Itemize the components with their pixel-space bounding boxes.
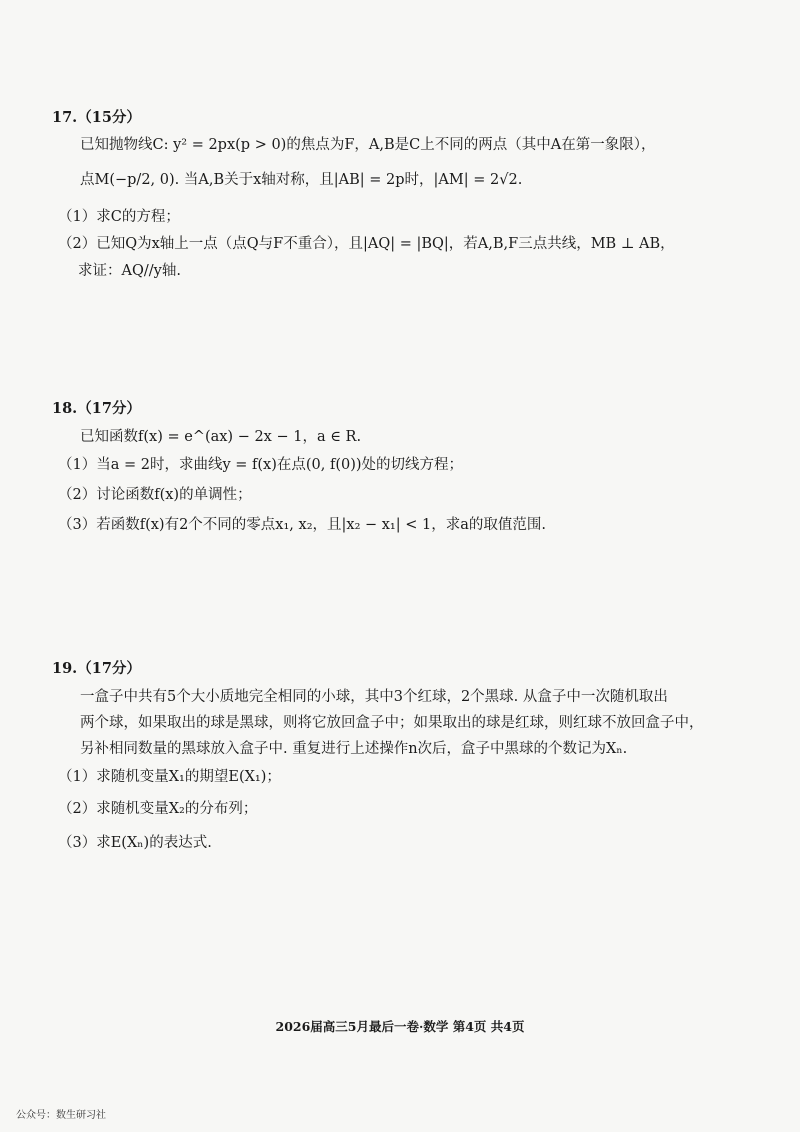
q18-part3: （3）若函数f(x)有2个不同的零点x₁, x₂，且|x₂ − x₁| < 1，求a的取值范围. [58, 517, 546, 533]
q19-part2: （2）求随机变量X₂的分布列； [58, 801, 258, 817]
q18-part2: （2）讨论函数f(x)的单调性； [58, 487, 252, 503]
page-footer: 2026届高三5月最后一卷·数学 第4页 共4页 [275, 1019, 525, 1034]
q19-line1: 一盒子中共有5个大小质地完全相同的小球，其中3个红球，2个黑球. 从盒子中一次随机取出 [80, 689, 668, 705]
q17-title: 17.（15分） [52, 109, 141, 126]
q18-part1: （1）当a = 2时，求曲线y = f(x)在点(0, f(0))处的切线方程； [58, 457, 464, 473]
q19-line3: 另补相同数量的黑球放入盒子中. 重复进行上述操作n次后，盒子中黑球的个数记为Xₙ. [80, 741, 628, 757]
watermark: 公众号：数生研习社 [16, 1110, 106, 1121]
q18-line1: 已知函数f(x) = e^(ax) − 2x − 1，a ∈ R. [80, 429, 362, 445]
q17-line2: 点M(−p/2, 0). 当A,B关于x轴对称，且|AB| = 2p时，|AM| = 2√2. [80, 172, 523, 188]
q17-part2b: 求证：AQ//y轴. [78, 263, 181, 279]
q17-part1: （1）求C的方程； [58, 209, 180, 225]
q19-part3: （3）求E(Xₙ)的表达式. [58, 835, 212, 851]
q19-part1: （1）求随机变量X₁的期望E(X₁)； [58, 769, 281, 785]
q17-part2: （2）已知Q为x轴上一点（点Q与F不重合），且|AQ| = |BQ|，若A,B,F三点共线，MB ⊥ AB， [58, 236, 675, 252]
q19-line2: 两个球，如果取出的球是黑球，则将它放回盒子中；如果取出的球是红球，则红球不放回盒子中， [80, 715, 704, 731]
q18-title: 18.（17分） [52, 400, 141, 417]
q17-line1: 已知抛物线C: y² = 2px(p > 0)的焦点为F，A,B是C上不同的两点（其中A在第一象限）， [80, 137, 656, 153]
q19-title: 19.（17分） [52, 660, 141, 677]
